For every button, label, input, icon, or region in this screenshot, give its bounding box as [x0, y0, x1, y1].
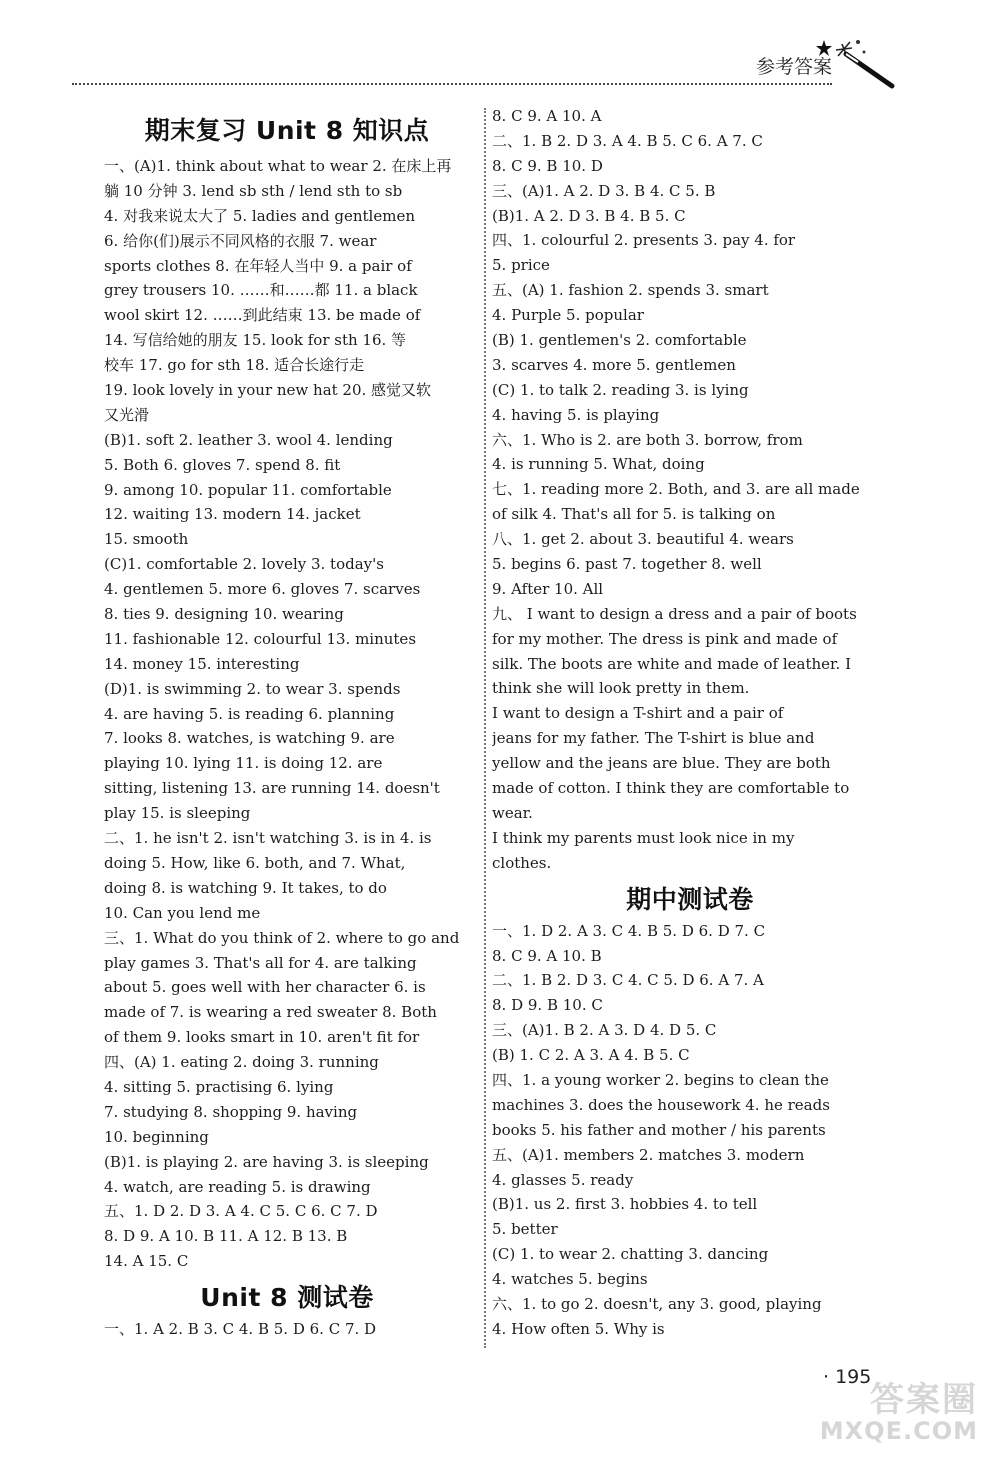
watermark-url: MXQE.COM — [819, 1417, 978, 1445]
answer-line: machines 3. does the housework 4. he reads — [492, 1095, 830, 1114]
answer-line: 8. C 9. A 10. A — [492, 107, 602, 125]
answer-line: 7. studying 8. shopping 9. having — [104, 1102, 358, 1121]
answer-line: play games 3. That's all for 4. are talking — [104, 953, 417, 972]
answer-line: wool skirt 12. ……到此结束 13. be made of — [104, 306, 421, 325]
answer-line: 三、1. What do you think of 2. where to go and — [104, 928, 460, 947]
answer-line: 又光滑 — [104, 405, 150, 424]
answer-line: made of 7. is wearing a red sweater 8. Both — [104, 1003, 437, 1022]
section-title: Unit 8 测试卷 — [200, 1283, 374, 1313]
answer-line: 8. D 9. B 10. C — [492, 996, 603, 1015]
watermark-text: 答案圈 — [870, 1380, 978, 1420]
answer-line: 二、1. he isn't 2. isn't watching 3. is in 4. is — [104, 829, 432, 848]
answer-line: 六、1. to go 2. doesn't, any 3. good, playing — [492, 1294, 822, 1313]
answer-line: of silk 4. That's all for 5. is talking on — [492, 505, 776, 524]
page-number: · 195 — [823, 1366, 872, 1388]
answer-line: 4. Purple 5. popular — [492, 306, 644, 325]
answer-line: 8. C 9. B 10. D — [492, 156, 603, 175]
answer-line: clothes. — [492, 853, 552, 872]
answer-line: playing 10. lying 11. is doing 12. are — [104, 754, 383, 773]
answer-line: of them 9. looks smart in 10. aren't fit for — [104, 1028, 420, 1047]
answer-line: 10. beginning — [104, 1127, 209, 1146]
answer-line: 11. fashionable 12. colourful 13. minutes — [104, 629, 417, 648]
answer-line: doing 8. is watching 9. It takes, to do — [104, 878, 387, 897]
answer-line: sitting, listening 13. are running 14. doesn't — [104, 779, 440, 798]
answer-line: made of cotton. I think they are comfortable to — [492, 779, 850, 798]
answer-line: 六、1. Who is 2. are both 3. borrow, from — [492, 430, 803, 449]
answer-line: 6. 给你(们)展示不同风格的衣服 7. wear — [104, 231, 377, 250]
answer-line: 5. begins 6. past 7. together 8. well — [492, 555, 762, 574]
answer-block — [104, 154, 470, 1274]
answer-line: 五、1. D 2. D 3. A 4. C 5. C 6. C 7. D — [104, 1202, 378, 1221]
answer-line: I think my parents must look nice in my — [492, 828, 795, 847]
answer-line: 4. glasses 5. ready — [492, 1170, 634, 1189]
answer-line: (C) 1. to wear 2. chatting 3. dancing — [492, 1245, 769, 1264]
answer-line: 四、(A) 1. eating 2. doing 3. running — [104, 1053, 379, 1072]
answer-line: 三、(A)1. B 2. A 3. D 4. D 5. C — [492, 1021, 717, 1040]
answer-line: 14. A 15. C — [104, 1252, 189, 1271]
answer-line: play 15. is sleeping — [104, 804, 251, 823]
answer-line: 8. C 9. A 10. B — [492, 946, 602, 965]
answer-line: 二、1. B 2. D 3. C 4. C 5. D 6. A 7. A — [492, 971, 764, 990]
answer-line: 9. After 10. All — [492, 579, 604, 598]
answer-line: (B) 1. gentlemen's 2. comfortable — [492, 331, 747, 350]
answer-line: sports clothes 8. 在年轻人当中 9. a pair of — [104, 256, 412, 275]
answer-line: 二、1. B 2. D 3. A 4. B 5. C 6. A 7. C — [492, 131, 763, 150]
answer-line: 躺 10 分钟 3. lend sb sth / lend sth to sb — [104, 181, 403, 200]
right-column — [492, 104, 888, 1342]
answer-block — [492, 919, 888, 1342]
answer-line: 8. D 9. A 10. B 11. A 12. B 13. B — [104, 1227, 348, 1246]
answer-line: 4. How often 5. Why is — [492, 1319, 665, 1338]
answer-line: (C) 1. to talk 2. reading 3. is lying — [492, 380, 749, 399]
column-divider — [484, 108, 486, 1348]
answer-line: 4. having 5. is playing — [492, 405, 660, 424]
answer-line: 一、1. D 2. A 3. C 4. B 5. D 6. D 7. C — [492, 921, 766, 940]
answer-line: 八、1. get 2. about 3. beautiful 4. wears — [492, 530, 794, 549]
answer-line: (B)1. us 2. first 3. hobbies 4. to tell — [492, 1195, 758, 1214]
answer-line: 五、(A) 1. fashion 2. spends 3. smart — [492, 281, 769, 300]
answer-line: (B) 1. C 2. A 3. A 4. B 5. C — [492, 1046, 690, 1065]
answer-line: 4. watches 5. begins — [492, 1270, 648, 1289]
answer-line: 九、 I want to design a dress and a pair of boots — [492, 604, 857, 623]
answer-line: grey trousers 10. ……和……都 11. a black — [104, 281, 418, 300]
watermark-logo — [820, 1372, 978, 1445]
answer-line: 4. sitting 5. practising 6. lying — [104, 1077, 334, 1096]
answer-line: books 5. his father and mother / his parents — [492, 1120, 826, 1139]
answer-line: (B)1. A 2. D 3. B 4. B 5. C — [492, 206, 686, 225]
answer-line: 4. watch, are reading 5. is drawing — [104, 1177, 371, 1196]
answer-line: 9. among 10. popular 11. comfortable — [104, 480, 392, 499]
answer-line: 三、(A)1. A 2. D 3. B 4. C 5. B — [492, 181, 716, 200]
answer-line: 15. smooth — [104, 530, 189, 549]
answer-line: yellow and the jeans are blue. They are both — [492, 754, 831, 773]
answer-line: think she will look pretty in them. — [492, 679, 750, 698]
answer-line: 校车 17. go for sth 18. 适合长途行走 — [104, 356, 365, 375]
answer-line: 四、1. a young worker 2. begins to clean the — [492, 1070, 829, 1089]
answer-line: 4. are having 5. is reading 6. planning — [104, 704, 395, 723]
answer-line: 4. gentlemen 5. more 6. gloves 7. scarves — [104, 580, 421, 599]
answer-block — [104, 1317, 470, 1342]
answer-line: 一、1. A 2. B 3. C 4. B 5. D 6. C 7. D — [104, 1320, 377, 1339]
answer-line: 4. 对我来说太大了 5. ladies and gentlemen — [104, 206, 415, 225]
answer-block — [492, 104, 888, 876]
section-title: 期末复习 Unit 8 知识点 — [144, 116, 430, 145]
left-column — [104, 112, 470, 1342]
answer-line: about 5. goes well with her character 6. is — [104, 978, 426, 997]
answer-line: 12. waiting 13. modern 14. jacket — [104, 505, 361, 524]
answer-line: (B)1. soft 2. leather 3. wool 4. lending — [104, 430, 393, 449]
answer-line: doing 5. How, like 6. both, and 7. What, — [104, 853, 406, 872]
answer-line: 5. price — [492, 256, 550, 275]
answer-line: 8. ties 9. designing 10. wearing — [104, 605, 344, 624]
answer-line: (D)1. is swimming 2. to wear 3. spends — [104, 679, 401, 698]
answer-line: 19. look lovely in your new hat 20. 感觉又软 — [104, 381, 432, 400]
section-title: 期中测试卷 — [626, 884, 754, 914]
answer-line: 3. scarves 4. more 5. gentlemen — [492, 355, 736, 374]
answer-line: 四、1. colourful 2. presents 3. pay 4. for — [492, 231, 796, 250]
answer-line: (B)1. is playing 2. are having 3. is sleeping — [104, 1152, 429, 1171]
answer-line: (C)1. comfortable 2. lovely 3. today's — [104, 555, 384, 574]
answer-line: 五、(A)1. members 2. matches 3. modern — [492, 1145, 805, 1164]
answer-line: 一、(A)1. think about what to wear 2. 在床上再 — [104, 157, 452, 175]
answer-line: 5. better — [492, 1220, 558, 1239]
answer-line: 5. Both 6. gloves 7. spend 8. fit — [104, 455, 341, 474]
answer-line: wear. — [492, 803, 533, 822]
answer-line: for my mother. The dress is pink and made of — [492, 629, 838, 648]
answer-line: silk. The boots are white and made of leather. I — [492, 654, 852, 673]
answer-line: 10. Can you lend me — [104, 903, 261, 922]
answer-line: 4. is running 5. What, doing — [492, 455, 705, 474]
answer-line: 7. looks 8. watches, is watching 9. are — [104, 729, 395, 748]
answer-line: 七、1. reading more 2. Both, and 3. are all made — [492, 480, 860, 499]
answer-line: 14. money 15. interesting — [104, 654, 300, 673]
header-label: 参考答案 — [755, 56, 832, 78]
answer-line: jeans for my father. The T-shirt is blue and — [492, 729, 815, 748]
answer-line: I want to design a T-shirt and a pair of — [492, 704, 784, 723]
header-dotted-rule — [72, 83, 832, 85]
answer-line: 14. 写信给她的朋友 15. look for sth 16. 等 — [104, 331, 407, 350]
